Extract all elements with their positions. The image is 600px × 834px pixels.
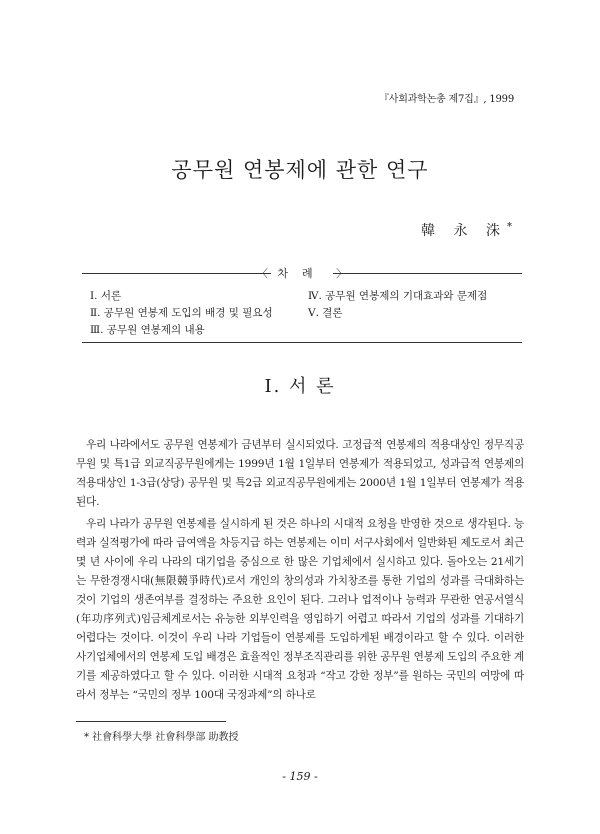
- page-number: - 159 -: [282, 770, 318, 783]
- paragraph-2: 우리 나라가 공무원 연봉제를 실시하게 된 것은 하나의 시대적 요청을 반영한 것으로 생각된다. 능력과 실적평가에 따라 급여액을 차등지급 하는 연봉제는 이미 서구사회에서 일반화된 제도로서 최근 몇 년 사이에 우리 나라의 대기업을 중심으로 한 많은 기업체에서 실시하고 있다. 돌아오는 21세기는 무한경쟁시대(無限競爭時代)로서 개인의 창의성과 가치창조를 통한 기업의 성과를 극대화하는 것이 기업의 생존여부를 결정하는 주요한 요인이 된다. 그러나 업적이나 능력과 무관한 연공서열식(年功序列式)임금체계로서는 유능한 외부인력을 영입하기 어렵고 따라서 기업의 성과를 기대하기 어렵다는 것이다. 이것이 우리 나라 기업들이 연봉제를 도입하게된 배경이라고 할 수 있다. 이러한 사기업체에서의 연봉제 도입 배경은 효율적인 정부조직관리를 위한 공무원 연봉제 도입의 주요한 계기를 제공하였다고 할 수 있다. 이러한 시대적 요청과 “작고 강한 정부”를 원하는 국민의 여망에 따라서 정부는 “국민의 정부 100대 국정과제”의 하나로: [76, 518, 524, 701]
- toc-right-column: [308, 288, 487, 322]
- toc-item-1: Ⅰ. 서론: [90, 290, 122, 302]
- toc-item-3: Ⅲ. 공무원 연봉제의 내용: [90, 324, 205, 336]
- paragraph-1: 우리 나라에서도 공무원 연봉제가 금년부터 실시되었다. 고정급적 연봉제의 적용대상인 정무직공무원 및 특1급 외교직공무원에게는 1999년 1월 1일부터 연봉제가 적용되었고, 성과급적 연봉제의 적용대상인 1-3급(상당) 공무원 및 특2급 외교직공무원에게는 2000년 1월 1일부터 연봉제가 적용된다.: [76, 439, 524, 508]
- footnote-divider: [76, 721, 226, 722]
- author-footnote-mark: *: [507, 221, 512, 233]
- journal-reference: 『사회과학논총 제7집』, 1999: [378, 94, 514, 105]
- toc-item-4: Ⅳ. 공무원 연봉제의 기대효과와 문제점: [308, 290, 488, 302]
- toc-left-column: [90, 288, 273, 339]
- toc-item-5: Ⅴ. 결론: [308, 307, 343, 319]
- paper-title: 공무원 연봉제에 관한 연구: [171, 158, 429, 182]
- table-of-contents: [82, 267, 522, 343]
- body-text: [76, 436, 524, 708]
- author: [421, 220, 512, 240]
- toc-item-2: Ⅱ. 공무원 연봉제 도입의 배경 및 필요성: [90, 307, 273, 319]
- footnote: * 社會科學大學 社會科學部 助教授: [84, 732, 239, 743]
- toc-heading: 차례: [271, 267, 332, 280]
- section-heading: Ⅰ. 서 론: [264, 376, 336, 397]
- author-name: 韓 永 洙: [421, 223, 507, 239]
- toc-heading-wrap: 〈 차례 〉: [256, 267, 348, 280]
